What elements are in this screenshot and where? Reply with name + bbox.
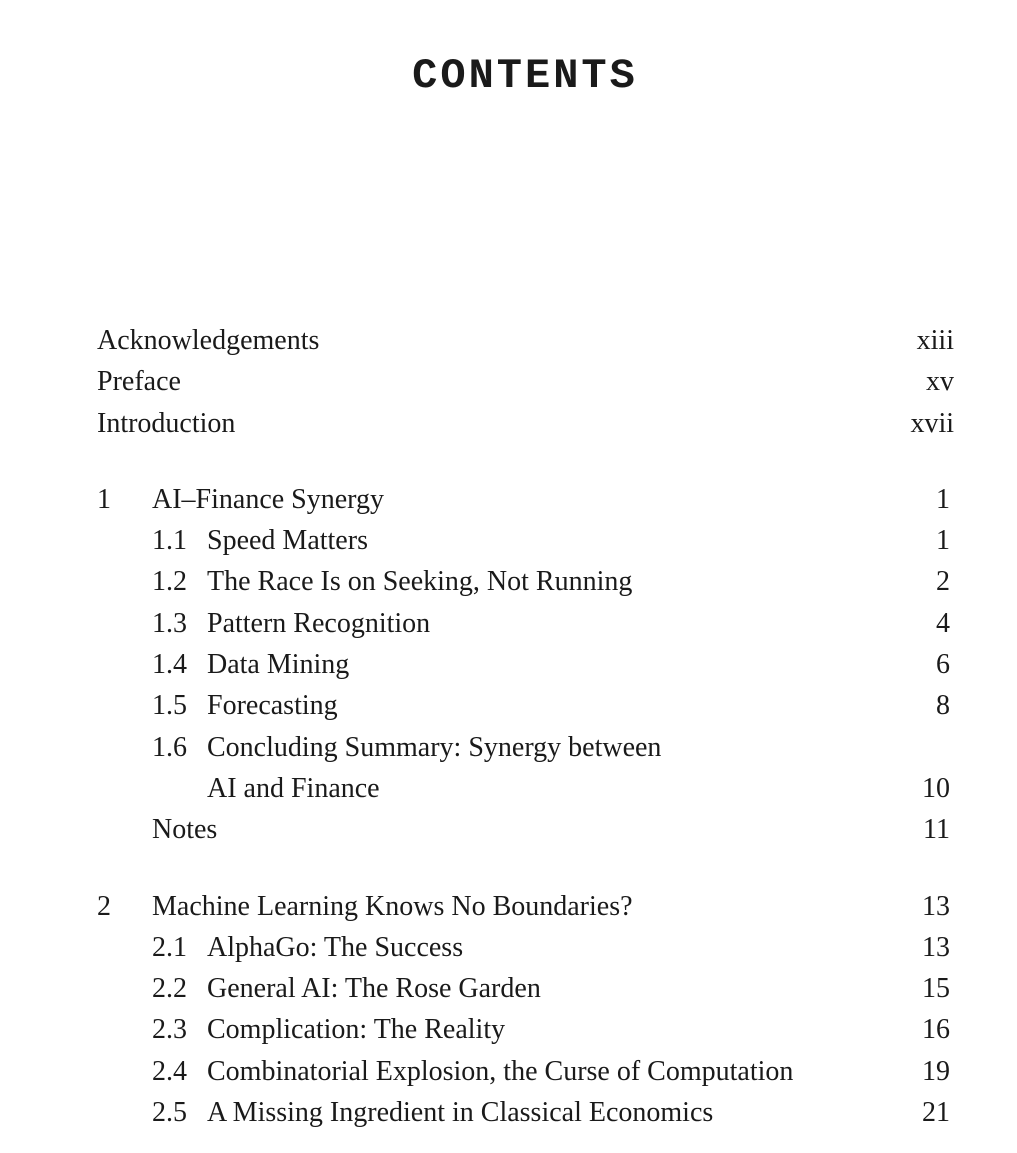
entry-page: xvii xyxy=(910,407,954,439)
chapter-number: 1 xyxy=(97,483,111,515)
section-title: Complication: The Reality xyxy=(207,1014,506,1046)
entry-page: 8 xyxy=(936,690,950,722)
toc-chapter-1[interactable] xyxy=(97,479,954,520)
entry-page: 1 xyxy=(936,525,950,557)
section-number: 1.3 xyxy=(152,607,187,639)
toc-section-1-5[interactable] xyxy=(97,685,954,726)
section-title: Speed Matters xyxy=(207,525,368,557)
section-title: Combinatorial Explosion, the Curse of Computation xyxy=(207,1055,794,1087)
section-title: Pattern Recognition xyxy=(207,607,431,639)
section-number: 1.1 xyxy=(152,525,187,557)
section-title: General AI: The Rose Garden xyxy=(207,973,541,1005)
toc-section-2-3[interactable] xyxy=(97,1009,954,1050)
page-title: CONTENTS xyxy=(412,52,638,100)
section-title: A Missing Ingredient in Classical Economics xyxy=(207,1097,714,1129)
toc-section-1-2[interactable] xyxy=(97,561,954,602)
toc-section-1-4[interactable] xyxy=(97,644,954,685)
section-number: 1.6 xyxy=(152,731,187,763)
toc-notes-1[interactable] xyxy=(97,809,954,850)
section-number: 1.5 xyxy=(152,690,187,722)
entry-page: 2 xyxy=(936,566,950,598)
entry-page: 16 xyxy=(922,1014,950,1046)
table-of-contents xyxy=(97,320,954,1133)
section-number: 1.2 xyxy=(152,566,187,598)
entry-page: 1 xyxy=(936,483,950,515)
entry-page: 13 xyxy=(922,890,950,922)
toc-section-1-6[interactable] xyxy=(97,727,954,768)
section-number: 2.3 xyxy=(152,1014,187,1046)
entry-page: 15 xyxy=(922,973,950,1005)
entry-page: 4 xyxy=(936,607,950,639)
entry-title: Preface xyxy=(97,366,181,398)
entry-title: Acknowledgements xyxy=(97,325,320,356)
toc-entry-preface[interactable] xyxy=(97,361,954,402)
toc-section-1-3[interactable] xyxy=(97,603,954,644)
toc-section-2-1[interactable] xyxy=(97,927,954,968)
section-title: Data Mining xyxy=(207,649,350,681)
spacer xyxy=(97,444,954,479)
section-title: Concluding Summary: Synergy between xyxy=(207,731,662,763)
entry-title: Introduction xyxy=(97,407,236,439)
entry-page: xv xyxy=(926,366,954,398)
toc-section-2-5[interactable] xyxy=(97,1092,954,1133)
section-title: The Race Is on Seeking, Not Running xyxy=(207,566,633,598)
chapter-title: AI–Finance Synergy xyxy=(152,483,384,515)
spacer xyxy=(97,851,954,886)
section-title: AlphaGo: The Success xyxy=(207,931,464,963)
section-number: 2.4 xyxy=(152,1055,187,1087)
section-title-continued: AI and Finance xyxy=(207,772,380,804)
section-number: 2.5 xyxy=(152,1097,187,1129)
section-number: 2.2 xyxy=(152,973,187,1005)
toc-section-2-2[interactable] xyxy=(97,968,954,1009)
toc-section-2-4[interactable] xyxy=(97,1051,954,1092)
entry-page: 6 xyxy=(936,649,950,681)
section-number: 2.1 xyxy=(152,931,187,963)
toc-section-1-1[interactable] xyxy=(97,520,954,561)
entry-page: xiii xyxy=(916,325,954,356)
section-number: 1.4 xyxy=(152,649,187,681)
entry-page: 21 xyxy=(922,1097,950,1129)
chapter-title: Machine Learning Knows No Boundaries? xyxy=(152,890,633,922)
toc-section-1-6-continued[interactable] xyxy=(97,768,954,809)
section-title: Forecasting xyxy=(207,690,338,722)
entry-page: 13 xyxy=(922,931,950,963)
toc-chapter-2[interactable] xyxy=(97,886,954,927)
toc-entry-acknowledgements[interactable] xyxy=(97,320,954,361)
notes-title: Notes xyxy=(152,814,218,846)
toc-entry-introduction[interactable] xyxy=(97,403,954,444)
chapter-number: 2 xyxy=(97,890,111,922)
entry-page: 10 xyxy=(922,772,950,804)
entry-page: 19 xyxy=(922,1055,950,1087)
entry-page: 11 xyxy=(923,814,950,846)
